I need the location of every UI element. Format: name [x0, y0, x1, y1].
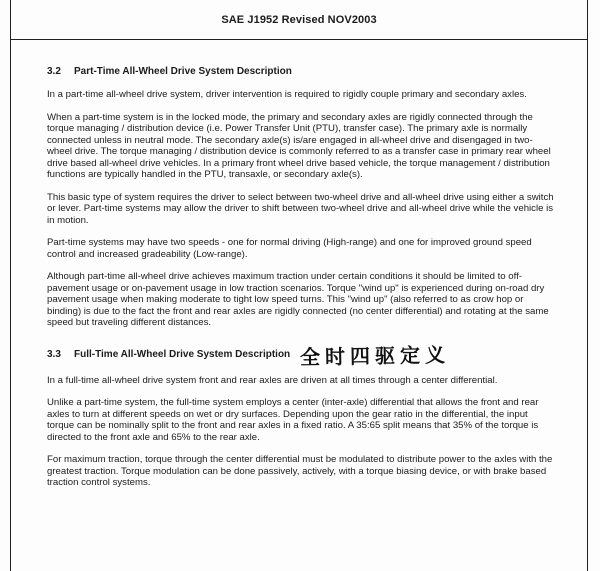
paragraph: This basic type of system requires the driver to select between two-wheel drive and all-wheel drive using either a switch or lever. Part-time systems may allow the driver to shift between two-wheel drive and all-wheel drive while the vehicle is in motion. — [47, 191, 554, 226]
section-title: Part-Time All-Wheel Drive System Description — [74, 66, 292, 77]
paragraph: When a part-time system is in the locked mode, the primary and secondary axles are rigidly connected through the torque managing / distribution device (i.e. Power Transfer Unit (PTU), transfer case). The primary axle is normally connected unless in neutral mode. The secondary axle(s) is/are engaged in all-wheel drive and disengaged in two-wheel drive. The torque managing / distribution device is commonly referred to as a transfer case in primary rear wheel drive based all-wheel drive vehicles. In a primary front wheel drive based vehicle, the torque management / distribution functions are typically handled in the PTU, transaxle, or secondary axle(s). — [47, 111, 551, 180]
document-body — [47, 66, 557, 500]
paragraph: Unlike a part-time system, the full-time system employs a center (inter-axle) differential that allows the front and rear axles to turn at different speeds on wet or dry surfaces. Depending upon the gear ratio in the differential, the input torque can be nominally split to the front and rear axles in a fixed ratio. A 35:65 split means that 35% of the torque is directed to the front axle and 65% to the rear axle. — [47, 397, 539, 443]
section-number: 3.3 — [47, 348, 61, 360]
section-number: 3.2 — [47, 66, 61, 77]
document-title: SAE J1952 Revised NOV2003 — [221, 13, 377, 26]
paragraph: In a part-time all-wheel drive system, driver intervention is required to rigidly couple primary and secondary axles. — [47, 89, 527, 100]
section-heading-3-2 — [47, 66, 557, 77]
section-heading-3-3 — [47, 340, 557, 369]
paragraph: Part-time systems may have two speeds - one for normal driving (High-range) and one for improved ground speed control and increased gradeability (Low-range). — [47, 237, 532, 260]
paragraph: Although part-time all-wheel drive achieves maximum traction under certain conditions it should be limited to off-pavement usage or on-pavement usage in low traction scenarios. Torque "wind up" is experienced during on-road dry pavement usage when making moderate to tight low speed turns. This "wind up" (also referred to as crow hop or binding) is due to the fact the front and rear axles are rigidly connected (no center differential) and rotating at the same speed but traveling different distances. — [47, 271, 549, 328]
document-header — [10, 0, 588, 40]
section-title: Full-Time All-Wheel Drive System Description — [74, 348, 291, 360]
paragraph: In a full-time all-wheel drive system front and rear axles are driven at all times through a center differential. — [47, 374, 498, 386]
handwritten-annotation: 全时四驱定义 — [300, 342, 451, 369]
paragraph: For maximum traction, torque through the center differential must be modulated to distribute power to the axles with the greatest traction. Torque modulation can be done passively, actively, with a torque biasing device, or with brake based traction control systems. — [47, 454, 553, 488]
